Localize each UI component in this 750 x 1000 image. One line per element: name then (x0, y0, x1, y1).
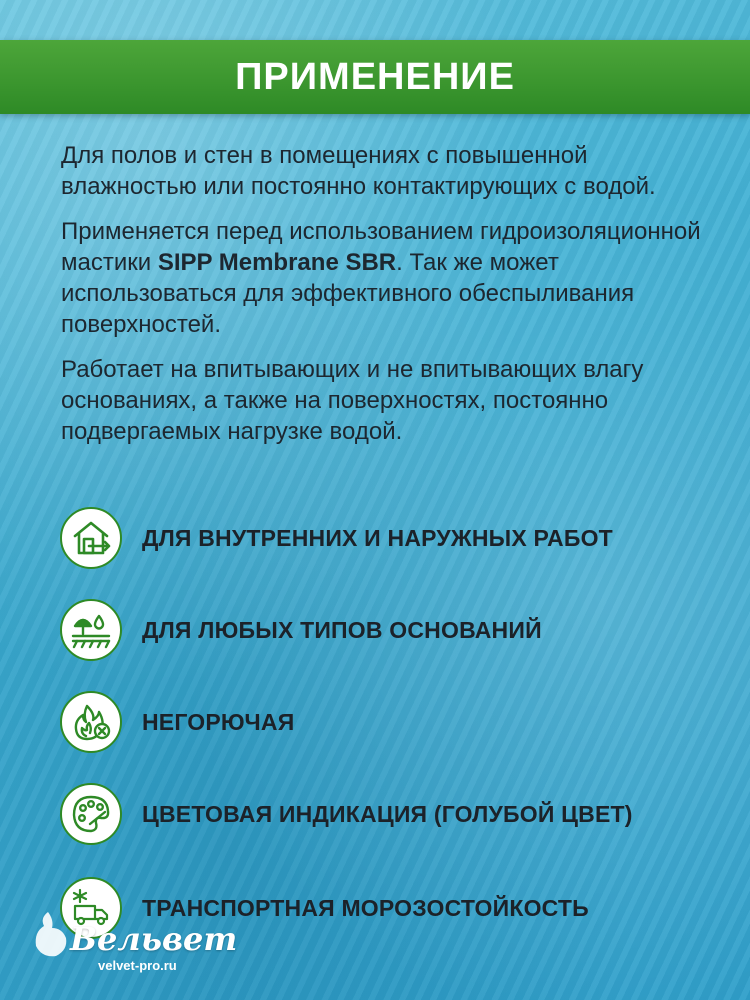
umbrella-drop-icon (60, 599, 122, 661)
brand-url: velvet-pro.ru (98, 958, 177, 973)
flame-cross-icon (60, 691, 122, 753)
feature-label: ТРАНСПОРТНАЯ МОРОЗОСТОЙКОСТЬ (142, 894, 589, 921)
paragraph-3: Работает на впитывающих и не впитывающих влагу основаниях, а также на поверхностях, постоянно подвергаемых нагрузке водой. (61, 356, 644, 445)
house-arrow-icon (60, 507, 122, 569)
feature-item (60, 507, 613, 569)
palette-icon (60, 783, 122, 845)
feature-item (60, 691, 294, 753)
feature-item (60, 599, 542, 661)
paragraph-2-text: Применяется перед использованием гидроизоляционной мастики (61, 218, 701, 276)
paragraph-1: Для полов и стен в помещениях с повышенной влажностью или постоянно контактирующих с водой. (61, 142, 656, 200)
brand-mark-icon (30, 906, 74, 960)
feature-label: ДЛЯ ЛЮБЫХ ТИПОВ ОСНОВАНИЙ (142, 616, 542, 643)
brand-logo-text: Вельвет (70, 920, 238, 958)
feature-item (60, 783, 633, 845)
page-title: ПРИМЕНЕНИЕ (235, 55, 515, 98)
feature-label: ЦВЕТОВАЯ ИНДИКАЦИЯ (ГОЛУБОЙ ЦВЕТ) (142, 800, 633, 827)
brand-logo (30, 920, 238, 980)
feature-label: ДЛЯ ВНУТРЕННИХ И НАРУЖНЫХ РАБОТ (142, 524, 613, 551)
header-banner (0, 40, 750, 114)
paragraph-2-text-end: . Так же может использоваться для эффективного обеспыливания поверхностей. (61, 249, 635, 338)
product-name: SIPP Membrane SBR (157, 249, 397, 276)
feature-label: НЕГОРЮЧАЯ (142, 708, 295, 735)
paragraph-2 (61, 216, 721, 340)
description (61, 140, 721, 461)
